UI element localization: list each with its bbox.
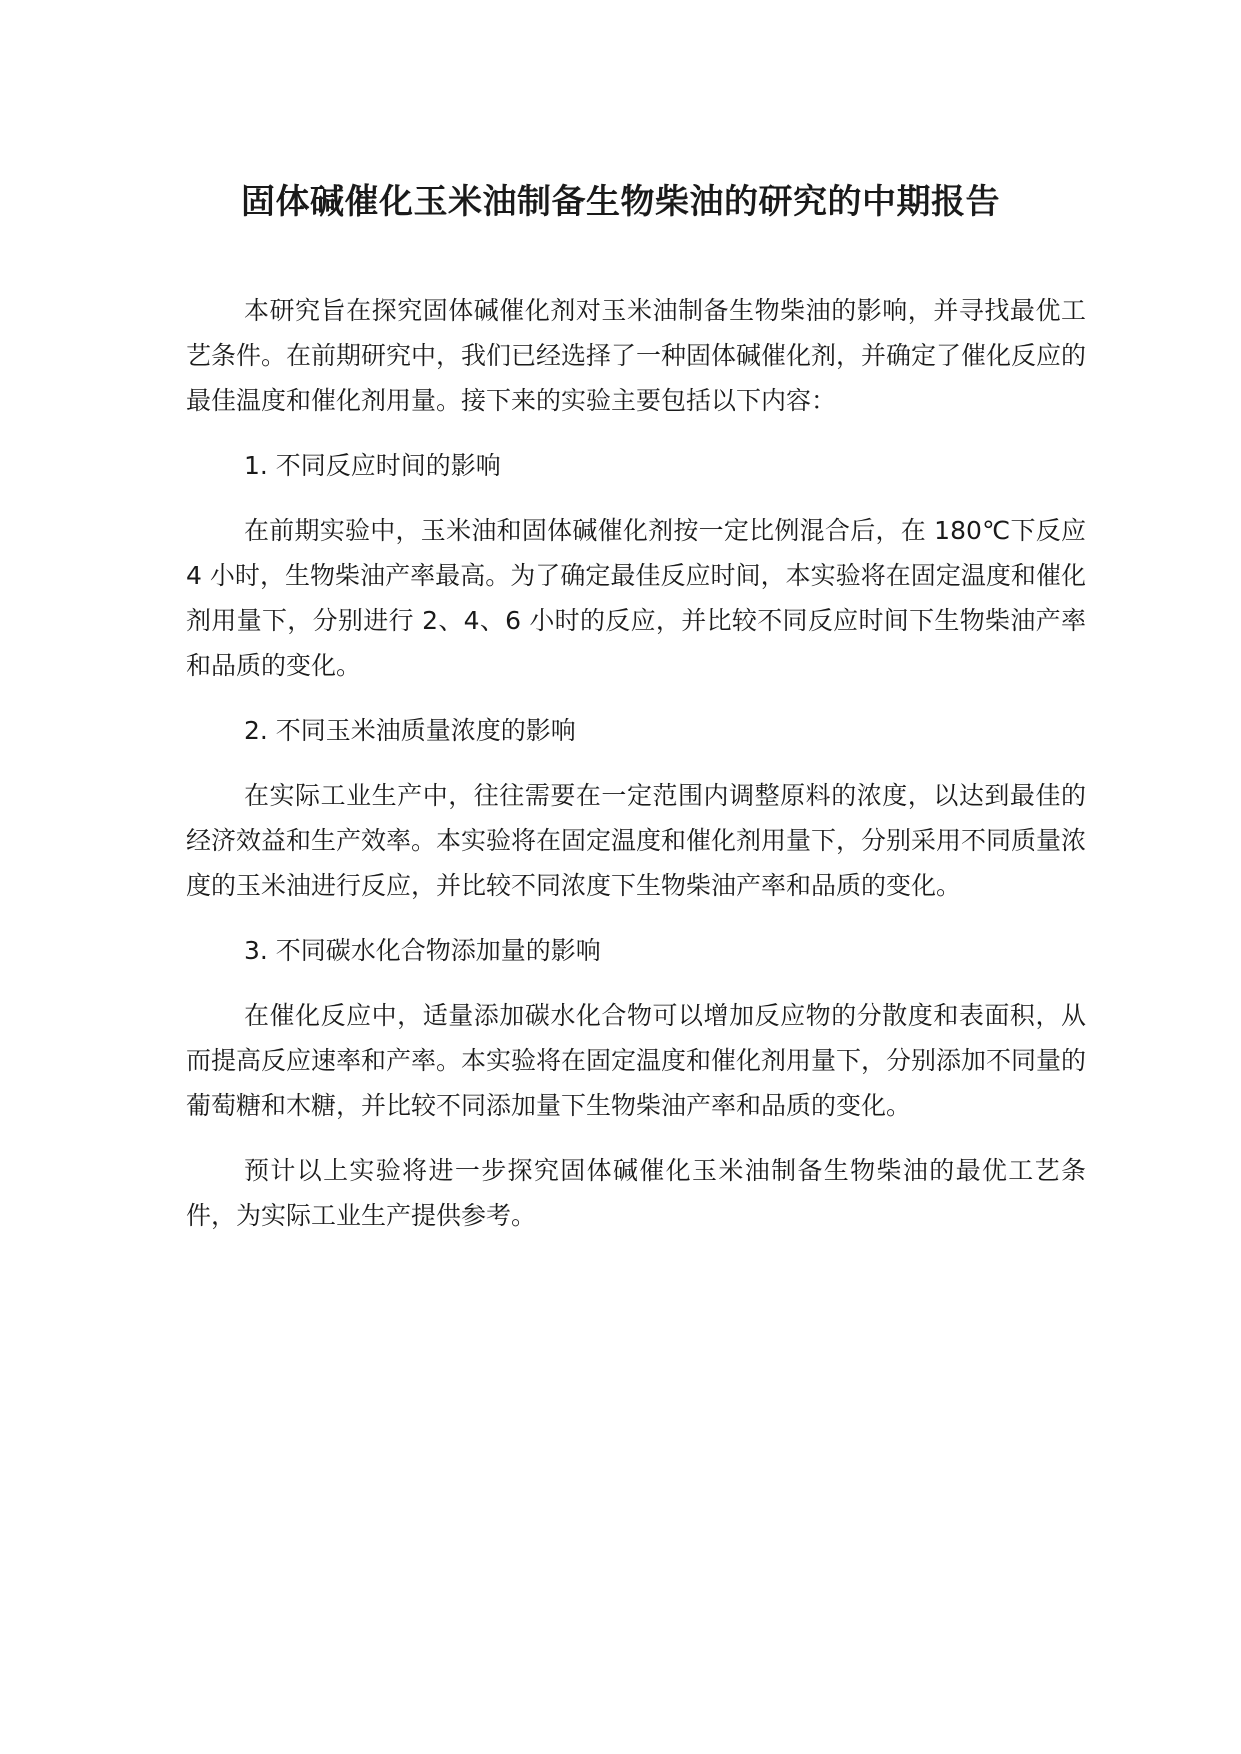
section-paragraph-3: 在催化反应中，适量添加碳水化合物可以增加反应物的分散度和表面积，从而提高反应速率和产率。本实验将在固定温度和催化剂用量下，分别添加不同量的葡萄糖和木糖，并比较不同添加量下生物柴油产率和品质的变化。	[186, 1001, 1087, 1120]
document-title: 固体碱催化玉米油制备生物柴油的研究的中期报告	[241, 182, 1000, 222]
section-paragraph-2: 在实际工业生产中，往往需要在一定范围内调整原料的浓度，以达到最佳的经济效益和生产效率。本实验将在固定温度和催化剂用量下，分别采用不同质量浓度的玉米油进行反应，并比较不同浓度下生物柴油产率和品质的变化。	[186, 781, 1087, 900]
section-heading-3: 3. 不同碳水化合物添加量的影响	[244, 936, 601, 965]
section-heading-2: 2. 不同玉米油质量浓度的影响	[244, 716, 576, 745]
section-heading-1: 1. 不同反应时间的影响	[244, 451, 501, 480]
conclusion-paragraph: 预计以上实验将进一步探究固体碱催化玉米油制备生物柴油的最优工艺条件，为实际工业生产提供参考。	[186, 1156, 1086, 1230]
section-paragraph-1: 在前期实验中，玉米油和固体碱催化剂按一定比例混合后，在 180℃下反应 4 小时，生物柴油产率最高。为了确定最佳反应时间，本实验将在固定温度和催化剂用量下，分别进行 2、4、6 小时的反应，并比较不同反应时间下生物柴油产率和品质的变化。	[186, 516, 1086, 680]
document-body	[186, 288, 1086, 1258]
intro-paragraph: 本研究旨在探究固体碱催化剂对玉米油制备生物柴油的影响，并寻找最优工艺条件。在前期研究中，我们已经选择了一种固体碱催化剂，并确定了催化反应的最佳温度和催化剂用量。接下来的实验主要包括以下内容：	[186, 296, 1087, 415]
